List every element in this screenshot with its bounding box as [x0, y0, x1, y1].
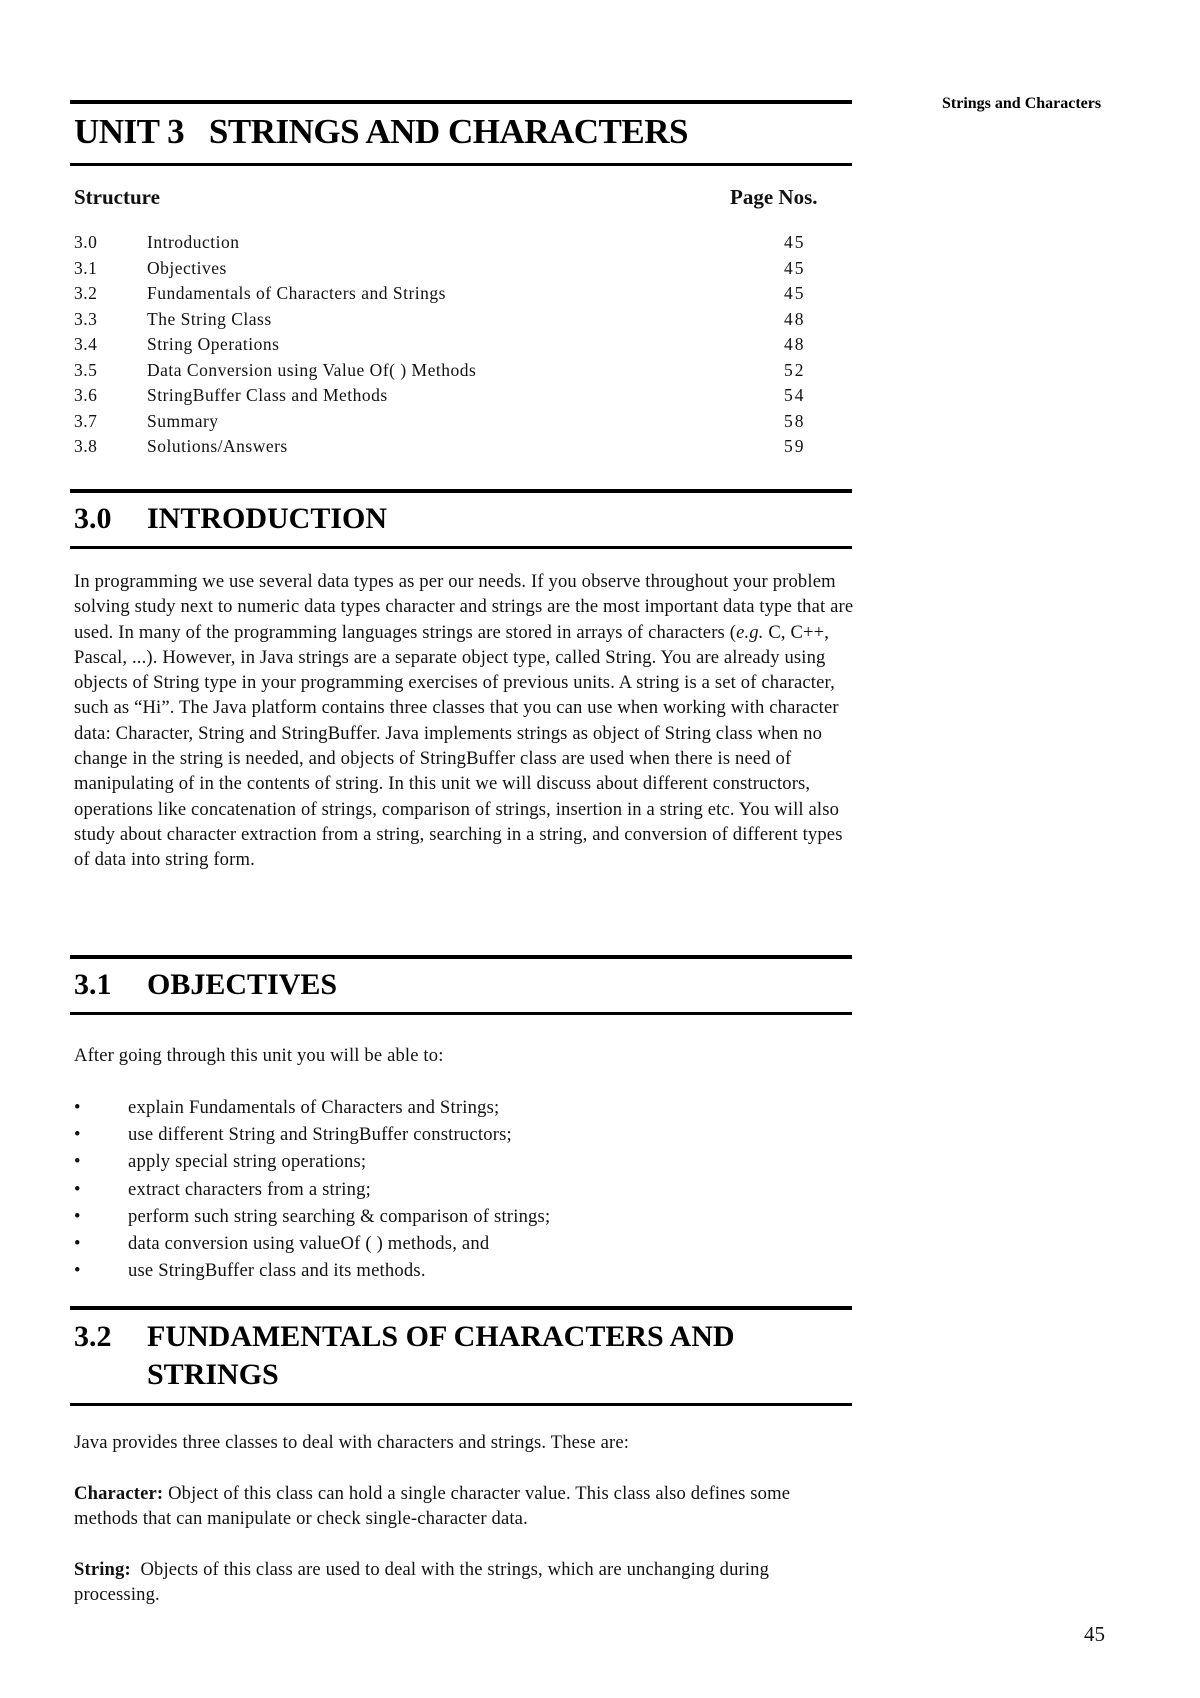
objectives-bottom-rule	[70, 1012, 852, 1015]
toc-page: 48	[784, 308, 806, 329]
introduction-paragraph	[74, 569, 854, 873]
list-item	[74, 1203, 834, 1230]
list-item-text: explain Fundamentals of Characters and Strings;	[128, 1097, 500, 1118]
intro-bottom-rule	[70, 546, 852, 549]
toc-page: 52	[784, 359, 806, 380]
toc-item[interactable]	[74, 281, 814, 307]
list-item-text: data conversion using valueOf ( ) methods, and	[128, 1232, 490, 1254]
character-text: Object of this class can hold a single character value. This class also defines some methods that can manipulate or check single-character data.	[74, 1483, 791, 1530]
toc-number: 3.6	[74, 385, 98, 405]
running-header: Strings and Characters	[942, 95, 1102, 112]
section-heading-fundamentals	[74, 1318, 735, 1394]
intro-top-rule	[70, 489, 852, 493]
toc-number: 3.5	[74, 359, 98, 380]
list-item	[74, 1257, 834, 1284]
fundamentals-bottom-rule	[70, 1403, 852, 1406]
bullet-icon: •	[74, 1097, 81, 1118]
bullet-icon: •	[74, 1205, 81, 1227]
string-text: Objects of this class are used to deal with the strings, which are unchanging during processing.	[74, 1559, 774, 1606]
toc-page: 45	[784, 283, 806, 303]
list-item	[74, 1148, 834, 1175]
toc-title: The String Class	[147, 308, 272, 329]
page-nos-label: Page Nos.	[730, 185, 818, 209]
bullet-icon: •	[74, 1260, 81, 1282]
section-heading-introduction	[74, 500, 387, 538]
toc-title: Objectives	[147, 257, 227, 278]
toc-item[interactable]	[74, 358, 814, 384]
toc-title: Solutions/Answers	[147, 436, 288, 456]
list-item	[74, 1230, 834, 1257]
list-item	[74, 1176, 834, 1203]
list-item-text: perform such string searching & comparison of strings;	[128, 1205, 551, 1227]
intro-text-part: In programming we use several data types as per our needs. If you observe throughout your problem solving study next to numeric data types character and strings are the most important data type that are used. In many of the programming languages strings are stored in arrays of characters (	[74, 571, 854, 643]
section-number: 3.2	[74, 1320, 112, 1353]
fundamentals-lead: Java provides three classes to deal with characters and strings. These are:	[74, 1432, 630, 1453]
section-title-line: STRINGS	[147, 1358, 279, 1391]
toc-item[interactable]	[74, 230, 814, 256]
objectives-lead: After going through this unit you will be able to:	[74, 1045, 444, 1066]
section-title: INTRODUCTION	[147, 502, 388, 535]
toc-number: 3.4	[74, 334, 98, 354]
list-item	[74, 1094, 834, 1121]
list-item-text: use different String and StringBuffer constructors;	[128, 1124, 512, 1146]
string-definition	[74, 1557, 854, 1608]
toc-title: Introduction	[147, 232, 240, 252]
page-number: 45	[1084, 1622, 1105, 1646]
toc-page: 45	[784, 232, 806, 252]
toc-page: 45	[784, 257, 806, 278]
toc-number: 3.2	[74, 283, 98, 303]
toc-number: 3.3	[74, 308, 98, 329]
section-heading-objectives	[74, 966, 337, 1004]
objectives-list	[74, 1094, 834, 1284]
toc-title: StringBuffer Class and Methods	[147, 385, 388, 405]
bullet-icon: •	[74, 1151, 81, 1173]
toc-page: 59	[784, 436, 806, 456]
list-item-text: extract characters from a string;	[128, 1178, 372, 1200]
toc-page: 54	[784, 385, 806, 405]
toc-number: 3.7	[74, 410, 98, 431]
list-item-text: apply special string operations;	[128, 1151, 367, 1173]
toc-item[interactable]	[74, 332, 814, 358]
title-top-rule	[70, 100, 852, 104]
fundamentals-top-rule	[70, 1306, 852, 1310]
toc-item[interactable]	[74, 383, 814, 409]
section-title: OBJECTIVES	[147, 968, 338, 1001]
toc-item[interactable]	[74, 256, 814, 282]
toc-number: 3.0	[74, 232, 98, 252]
objectives-top-rule	[70, 955, 852, 959]
character-label: Character:	[74, 1483, 164, 1504]
title-bottom-rule	[70, 163, 852, 166]
unit-title: UNIT 3 STRINGS AND CHARACTERS	[74, 112, 688, 151]
toc-title: Data Conversion using Value Of( ) Methods	[147, 359, 477, 380]
toc-item[interactable]	[74, 434, 814, 460]
string-label: String:	[74, 1559, 131, 1580]
section-title	[147, 1318, 735, 1394]
list-item-text: use StringBuffer class and its methods.	[128, 1260, 426, 1282]
toc-title: String Operations	[147, 334, 280, 354]
section-number: 3.0	[74, 502, 112, 535]
bullet-icon: •	[74, 1124, 81, 1146]
toc-number: 3.1	[74, 257, 98, 278]
toc-title: Fundamentals of Characters and Strings	[147, 283, 446, 303]
section-title-line: FUNDAMENTALS OF CHARACTERS AND	[147, 1320, 735, 1353]
toc-page: 48	[784, 334, 806, 354]
bullet-icon: •	[74, 1232, 81, 1254]
intro-eg: e.g.	[736, 621, 764, 643]
intro-text-part: C, C++, Pascal, ...). However, in Java strings are a separate object type, called String. You are already using objects of String type in your programming exercises of previous units. A string is a set of character, such as “Hi”. The Java platform contains three classes that you can use when working with character data: Character, String and StringBuffer. Java implements strings as object of String class when no change in the string is needed, and objects of StringBuffer class are used when there is need of manipulating of in the contents of string. In this unit we will discuss about different constructors, operations like concatenation of strings, comparison of strings, insertion in a string etc. You will also study about character extraction from a string, searching in a string, and conversion of different types of data into string form.	[74, 621, 843, 871]
toc-title: Summary	[147, 410, 219, 431]
list-item	[74, 1121, 834, 1148]
section-number: 3.1	[74, 968, 112, 1001]
toc-page: 58	[784, 410, 806, 431]
toc-number: 3.8	[74, 436, 98, 456]
toc-item[interactable]	[74, 409, 814, 435]
table-of-contents	[74, 230, 814, 460]
toc-item[interactable]	[74, 307, 814, 333]
structure-label: Structure	[74, 185, 160, 209]
bullet-icon: •	[74, 1178, 81, 1200]
character-definition	[74, 1481, 854, 1532]
